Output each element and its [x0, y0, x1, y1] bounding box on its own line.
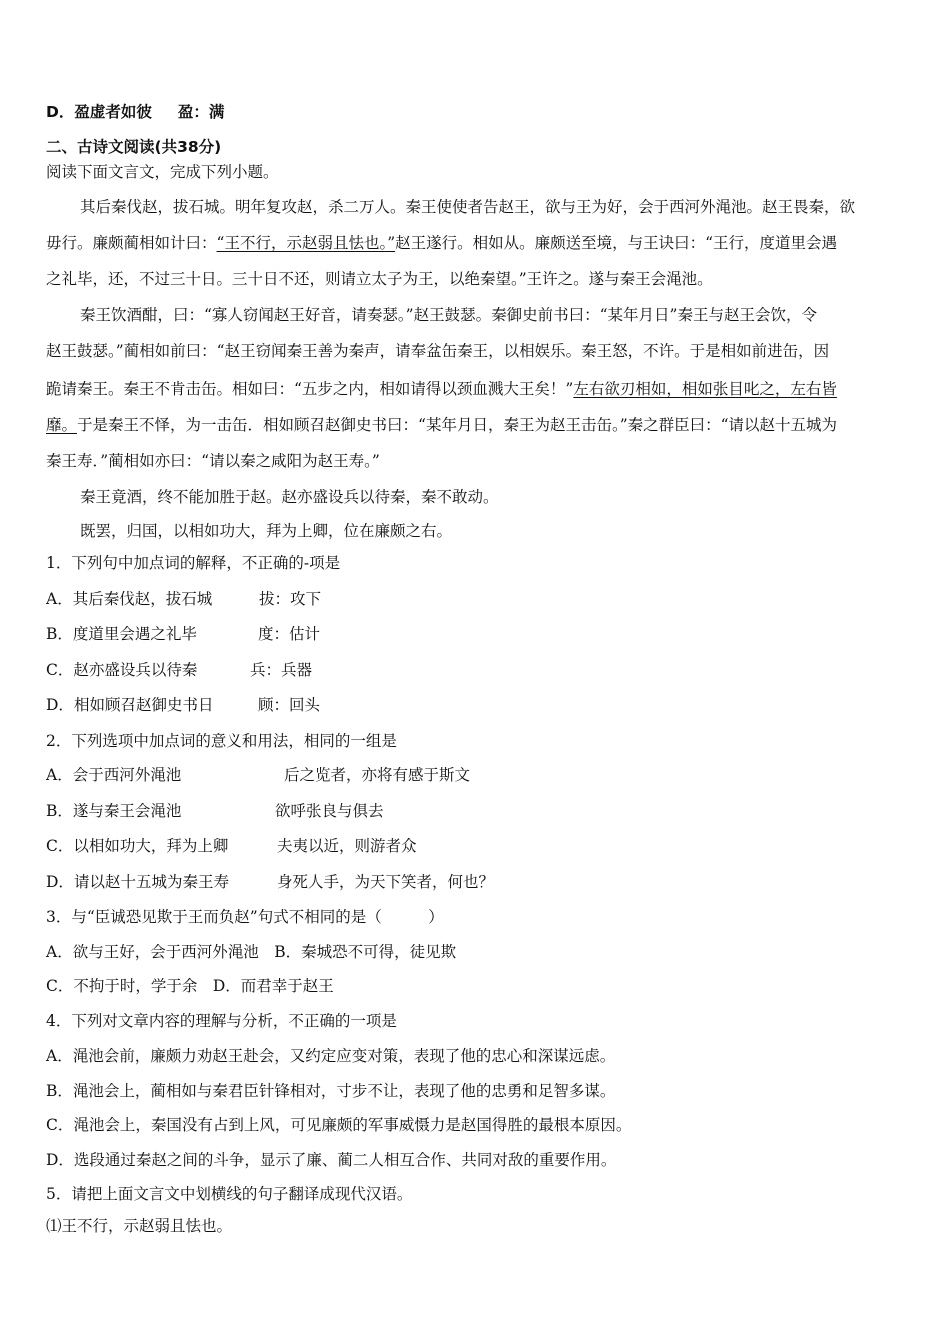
underlined-sentence: 靡。 — [46, 416, 78, 434]
q5-sub1: ⑴王不行，示赵弱且怯也。 — [46, 1217, 233, 1235]
section-title: 二、古诗文阅读(共38分) — [46, 138, 222, 156]
q4-option-c: C．渑池会上，秦国没有占到上风，可见廉颇的军事威慑力是赵国得胜的最根本原因。 — [46, 1116, 632, 1134]
q4-option-d: D．选段通过秦赵之间的斗争，显示了廉、蔺二人相互合作、共同对敌的重要作用。 — [46, 1151, 617, 1169]
q5-stem: 5．请把上面文言文中划横线的句子翻译成现代汉语。 — [46, 1185, 413, 1203]
option-text: 度道里会遇之礼毕 — [72, 625, 197, 643]
passage-p2-line1: 秦王饮酒酣，曰：“寡人窃闻赵王好音，请奏瑟。”赵王鼓瑟。秦御史前书曰：“某年月日”秦王与赵王会饮，令 — [80, 306, 817, 324]
text-run: 赵王遂行。相如从。廉颇送至境，与王诀曰：“王行，度道里会遇 — [395, 234, 838, 252]
q3-options-row2: C．不拘于时，学于余 D．而君幸于赵王 — [46, 977, 334, 995]
option-text: 会于西河外渑池 — [72, 766, 182, 784]
instruction: 阅读下面文言文，完成下列小题。 — [46, 163, 279, 181]
q1-option-c — [46, 660, 197, 680]
passage-p1-line1: 其后秦伐赵，拔石城。明年复攻赵，杀二万人。秦王使使者告赵王，欲与王为好，会于西河外渑池。赵王畏秦，欲 — [80, 198, 856, 216]
q1-option-b — [46, 624, 197, 644]
q2-option-a — [46, 765, 181, 785]
passage-p2-line2: 赵王鼓瑟。”蔺相如前曰：“赵王窃闻秦王善为秦声，请奉盆缶秦王，以相娱乐。秦王怒，不许。于是相如前进缶，因 — [46, 342, 830, 360]
passage-p1-line2 — [46, 233, 837, 253]
option-label: D． — [46, 696, 74, 714]
underlined-sentence: 左右欲刃相如，相如张目叱之，左右皆 — [573, 380, 837, 398]
q1-option-d-gloss: 顾：回头 — [258, 696, 321, 714]
option-text: 遂与秦王会渑池 — [72, 802, 182, 820]
q2-option-d-gloss: 身死人手，为天下笑者，何也？ — [277, 873, 495, 891]
q2-option-b — [46, 801, 181, 821]
option-label: C． — [46, 837, 74, 855]
q1-option-a — [46, 589, 212, 609]
q4-option-a: A．渑池会前，廉颇力劝赵王赴会，又约定应变对策，表现了他的忠心和深谋远虑。 — [46, 1047, 616, 1065]
q2-stem: 2．下列选项中加点词的意义和用法，相同的一组是 — [46, 732, 397, 750]
text-run: 毋行。廉颇蔺相如计曰： — [46, 234, 217, 252]
option-label: D． — [46, 873, 74, 891]
option-label: C． — [46, 661, 74, 679]
q2-option-c-gloss: 夫夷以近，则游者众 — [277, 837, 417, 855]
q1-option-a-gloss: 拔：攻下 — [259, 590, 322, 608]
option-gloss: 盈：满 — [177, 103, 225, 121]
q2-option-b-gloss: 欲呼张良与俱去 — [275, 802, 384, 820]
passage-p2-line4 — [46, 415, 837, 435]
q1-option-d — [46, 695, 213, 715]
q2-option-d — [46, 872, 229, 892]
option-text: 盈虚者如彼 — [74, 103, 152, 121]
option-label: B． — [46, 625, 73, 643]
underlined-sentence: “王不行，示赵弱且怯也。” — [216, 234, 396, 252]
q4-option-b: B．渑池会上，蔺相如与秦君臣针锋相对，寸步不让，表现了他的忠勇和足智多谋。 — [46, 1082, 616, 1100]
option-label: A． — [46, 766, 73, 784]
prev-option-d — [46, 102, 224, 122]
passage-p1-line3: 之礼毕，还，不过三十日。三十日不还，则请立太子为王，以绝秦望。”王许之。遂与秦王会渑池。 — [46, 270, 713, 288]
passage-p4: 既罢，归国，以相如功大，拜为上卿，位在廉颇之右。 — [80, 522, 453, 540]
option-text: 其后秦伐赵，拔石城 — [72, 590, 213, 608]
option-text: 请以赵十五城为秦王寿 — [73, 873, 229, 891]
q4-stem: 4．下列对文章内容的理解与分析，不正确的一项是 — [46, 1012, 397, 1030]
q1-option-b-gloss: 度：估计 — [258, 625, 321, 643]
text-run: 于是秦王不怿，为一击缶．相如顾召赵御史书曰：“某年月日，秦王为赵王击缶。”秦之群臣曰：“请以赵十五城为 — [77, 416, 838, 434]
passage-p2-line5: 秦王寿．”蔺相如亦曰：“请以秦之咸阳为赵王寿。” — [46, 452, 380, 470]
q3-options-row1: A．欲与王好，会于西河外渑池 B．秦城恐不可得，徒见欺 — [46, 943, 457, 961]
option-text: 以相如功大，拜为上卿 — [73, 837, 229, 855]
q1-option-c-gloss: 兵：兵器 — [250, 661, 313, 679]
option-label: B． — [46, 802, 73, 820]
option-label: D． — [46, 103, 75, 121]
text-run: 跪请秦王。秦王不肯击缶。相如曰：“五步之内，相如请得以颈血溅大王矣！” — [46, 380, 574, 398]
q1-stem: 1．下列句中加点词的解释，不正确的-项是 — [46, 554, 341, 572]
option-text: 相如顾召赵御史书日 — [73, 696, 214, 714]
passage-p2-line3 — [46, 379, 837, 399]
option-label: A． — [46, 590, 73, 608]
q3-stem: 3．与“臣诚恐见欺于王而负赵”句式不相同的是（ ） — [46, 908, 444, 926]
option-text: 赵亦盛设兵以待秦 — [73, 661, 198, 679]
q2-option-a-gloss: 后之览者，亦将有感于斯文 — [284, 766, 471, 784]
passage-p3: 秦王竟酒，终不能加胜于赵。赵亦盛设兵以待秦，秦不敢动。 — [80, 488, 499, 506]
q2-option-c — [46, 836, 228, 856]
